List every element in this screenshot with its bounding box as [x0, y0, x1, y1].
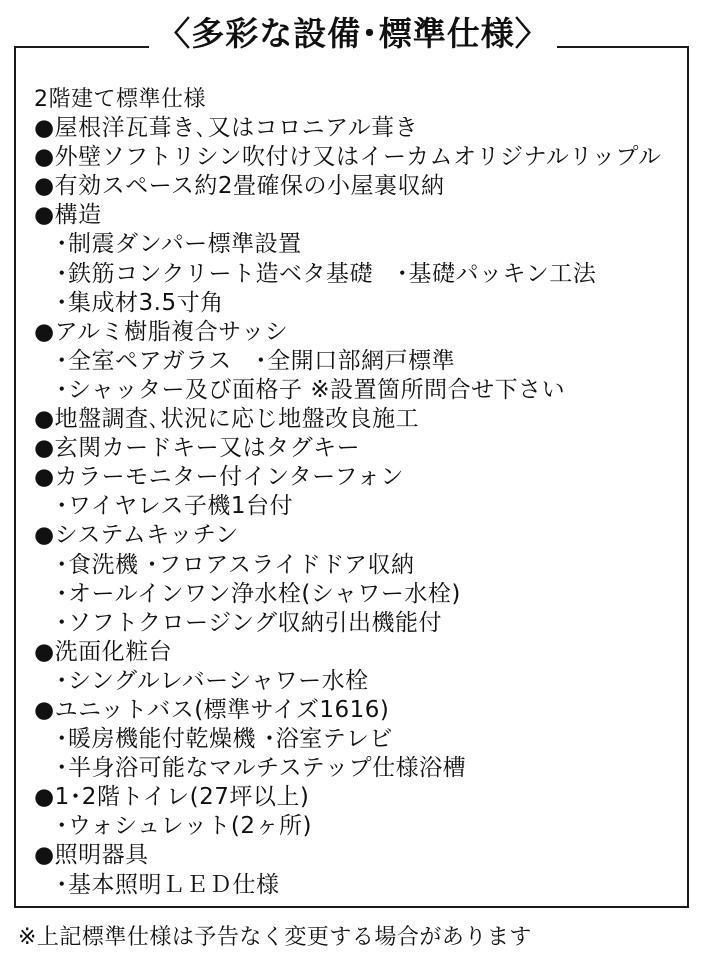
spec-item: ●外壁ソフトリシン吹付け又はイーカムオリジナルリップル [34, 144, 662, 171]
spec-sub-item: ･基本照明ＬＥＤ仕様 [56, 871, 280, 898]
spec-sub-item: ･ワイヤレス子機1台付 [56, 493, 294, 520]
spec-sub-item: ･ウォシュレット(2ヶ所) [56, 813, 312, 840]
spec-sub-item: ･オールインワン浄水栓(シャワー水栓) [56, 580, 461, 607]
title-row [0, 14, 706, 53]
spec-item: ●玄関カードキー又はタグキー [34, 435, 361, 462]
spec-sub-item: ･鉄筋コンクリート造ベタ基礎 ･基礎パッキン工法 [56, 260, 597, 287]
spec-item: ●屋根洋瓦葺き､又はコロニアル葺き [34, 115, 419, 142]
spec-sub-item: ･全室ペアガラス ･全開口部網戸標準 [56, 347, 456, 374]
spec-sub-item: ･食洗機 ･フロアスライドドア収納 [56, 551, 415, 578]
spec-sub-item: ･集成材3.5寸角 [56, 289, 224, 316]
spec-item: ●有効スペース約2畳確保の小屋裏収納 [34, 173, 445, 200]
spec-item: ●ユニットバス(標準サイズ1616) [34, 696, 390, 723]
spec-item: ●地盤調査､状況に応じ地盤改良施工 [34, 406, 420, 433]
spec-sub-item: ･シングルレバーシャワー水栓 [56, 667, 369, 694]
spec-item: ●システムキッチン [34, 522, 239, 549]
spec-sub-item: ･シャッター及び面格子 ※設置箇所問合せ下さい [56, 376, 566, 403]
spec-item: ●洗面化粧台 [34, 638, 173, 665]
spec-item: ●構造 [34, 202, 102, 229]
spec-item: ●照明器具 [34, 842, 149, 869]
spec-sub-item: ･暖房機能付乾燥機 ･浴室テレビ [56, 726, 393, 753]
spec-item: ●1･2階トイレ(27坪以上) [34, 784, 310, 811]
spec-heading: 2階建て標準仕様 [34, 87, 206, 112]
footnote: ※上記標準仕様は予告なく変更する場合があります [18, 925, 532, 950]
spec-sub-item: ･ソフトクロージング収納引出機能付 [56, 609, 443, 636]
spec-item: ●アルミ樹脂複合サッシ [34, 318, 289, 345]
page-title: 〈多彩な設備･標準仕様〉 [149, 17, 557, 50]
spec-item: ●カラーモニター付インターフォン [34, 464, 404, 491]
spec-sub-item: ･半身浴可能なマルチステップ仕様浴槽 [56, 755, 467, 782]
spec-sub-item: ･制震ダンパー標準設置 [56, 231, 302, 258]
spec-list [34, 85, 684, 900]
